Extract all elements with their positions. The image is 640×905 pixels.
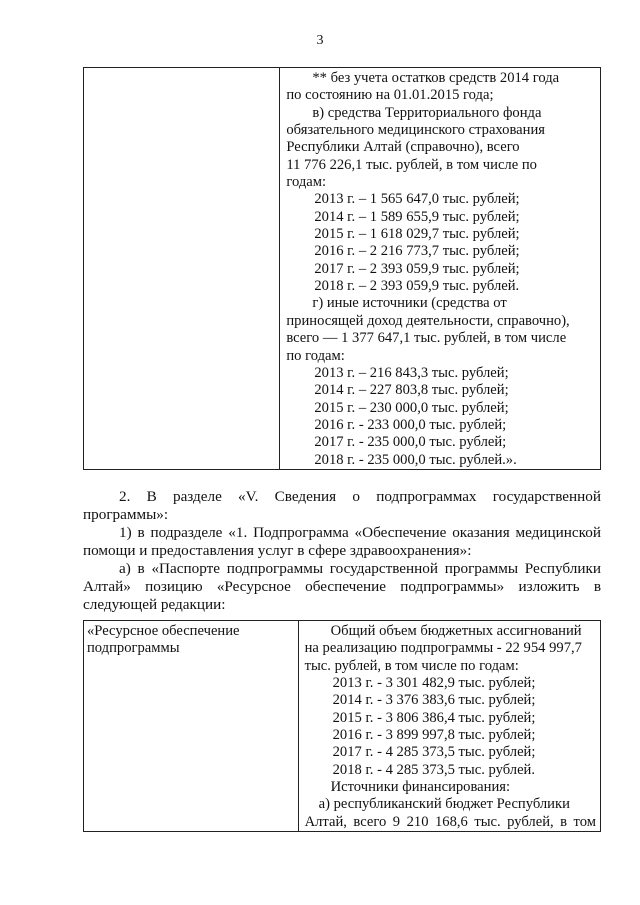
table2-text-line: 2015 г. - 3 806 386,4 тыс. рублей; [332,709,536,726]
table1-text-line: г) иные источники (средства от [312,295,507,312]
funding-table-continued [83,67,601,470]
table2-text-line: Источники финансирования: [330,779,511,796]
table1-text-line: 2013 г. – 216 843,3 тыс. рублей; [314,364,509,381]
table2-text-line: 2016 г. - 3 899 997,8 тыс. рублей; [332,727,536,744]
table1-text-line: 11 776 226,1 тыс. рублей, в том числе по [286,156,537,173]
table1-text-line: 2018 г. - 235 000,0 тыс. рублей.». [314,451,517,468]
table2-right-cell [298,621,600,832]
table1-text-line: 2016 г. – 2 216 773,7 тыс. рублей; [314,243,520,260]
table1-text-line: 2017 г. - 235 000,0 тыс. рублей; [314,434,507,451]
table2-text-line: тыс. рублей, в том числе по годам: [304,657,519,674]
table1-text-line: 2014 г. – 1 589 655,9 тыс. рублей; [314,208,520,225]
page-number: 3 [316,33,324,48]
table2-text-line: Общий объем бюджетных ассигнований [330,623,582,639]
table2-left-line: подпрограммы [87,640,180,657]
table1-text-line: 2015 г. – 230 000,0 тыс. рублей; [314,399,509,416]
paragraph-subsection-1: 1) в подразделе «1. Подпрограмма «Обеспечение оказания медицинской помощи и предоставления услуг в сфере здравоохранения»: [83,524,601,559]
table1-text-line: приносящей доход деятельности, справочно), [286,312,570,329]
table1-right-cell [280,68,601,470]
table2-text-line: 2014 г. - 3 376 383,6 тыс. рублей; [332,692,536,709]
table1-text-line: Республики Алтай (справочно), всего [286,139,520,156]
table1-text-line: 2014 г. – 227 803,8 тыс. рублей; [314,382,509,399]
table1-text-line: ** без учета остатков средств 2014 года [312,70,560,86]
paragraph-section-v: 2. В разделе «V. Сведения о подпрограммах государственной программы»: [83,488,601,523]
table2-text-line: Алтай, всего 9 210 168,6 тыс. рублей, в том [304,813,596,830]
table1-text-line: 2017 г. – 2 393 059,9 тыс. рублей; [314,260,520,277]
table1-text-line: годам: [286,174,327,191]
table1-text-line: 2013 г. – 1 565 647,0 тыс. рублей; [314,191,520,208]
table1-text-line: в) средства Территориального фонда [312,104,542,121]
table2-text-line: 2018 г. - 4 285 373,5 тыс. рублей. [332,761,536,778]
table2-left-line: «Ресурсное обеспечение [87,623,240,639]
table1-left-cell [84,68,280,470]
table2-right-text [299,621,600,831]
table1-text-line: 2018 г. – 2 393 059,9 тыс. рублей. [314,278,520,295]
table2-left-cell [84,621,299,832]
resource-provision-table [83,620,601,832]
table1-text-line: обязательного медицинского страхования [286,122,545,139]
table2-text-line: а) республиканский бюджет Республики [318,796,570,813]
table1-text-line: всего — 1 377 647,1 тыс. рублей, в том числе [286,330,567,347]
table1-text-line: 2016 г. - 233 000,0 тыс. рублей; [314,416,507,433]
table1-right-text [280,68,600,469]
table2-text-line: 2013 г. - 3 301 482,9 тыс. рублей; [332,675,536,692]
amendment-text [83,488,601,614]
paragraph-passport: а) в «Паспорте подпрограммы государственной программы Республики Алтай» позицию «Ресурсное обеспечение подпрограммы» изложить в следующей редакции: [83,560,601,613]
table2-text-line: 2017 г. - 4 285 373,5 тыс. рублей; [332,744,536,761]
table1-text-line: 2015 г. – 1 618 029,7 тыс. рублей; [314,226,520,243]
table1-text-line: по годам: [286,347,345,364]
table1-text-line: по состоянию на 01.01.2015 года; [286,87,494,104]
table2-text-line: на реализацию подпрограммы - 22 954 997,7 [304,640,582,657]
